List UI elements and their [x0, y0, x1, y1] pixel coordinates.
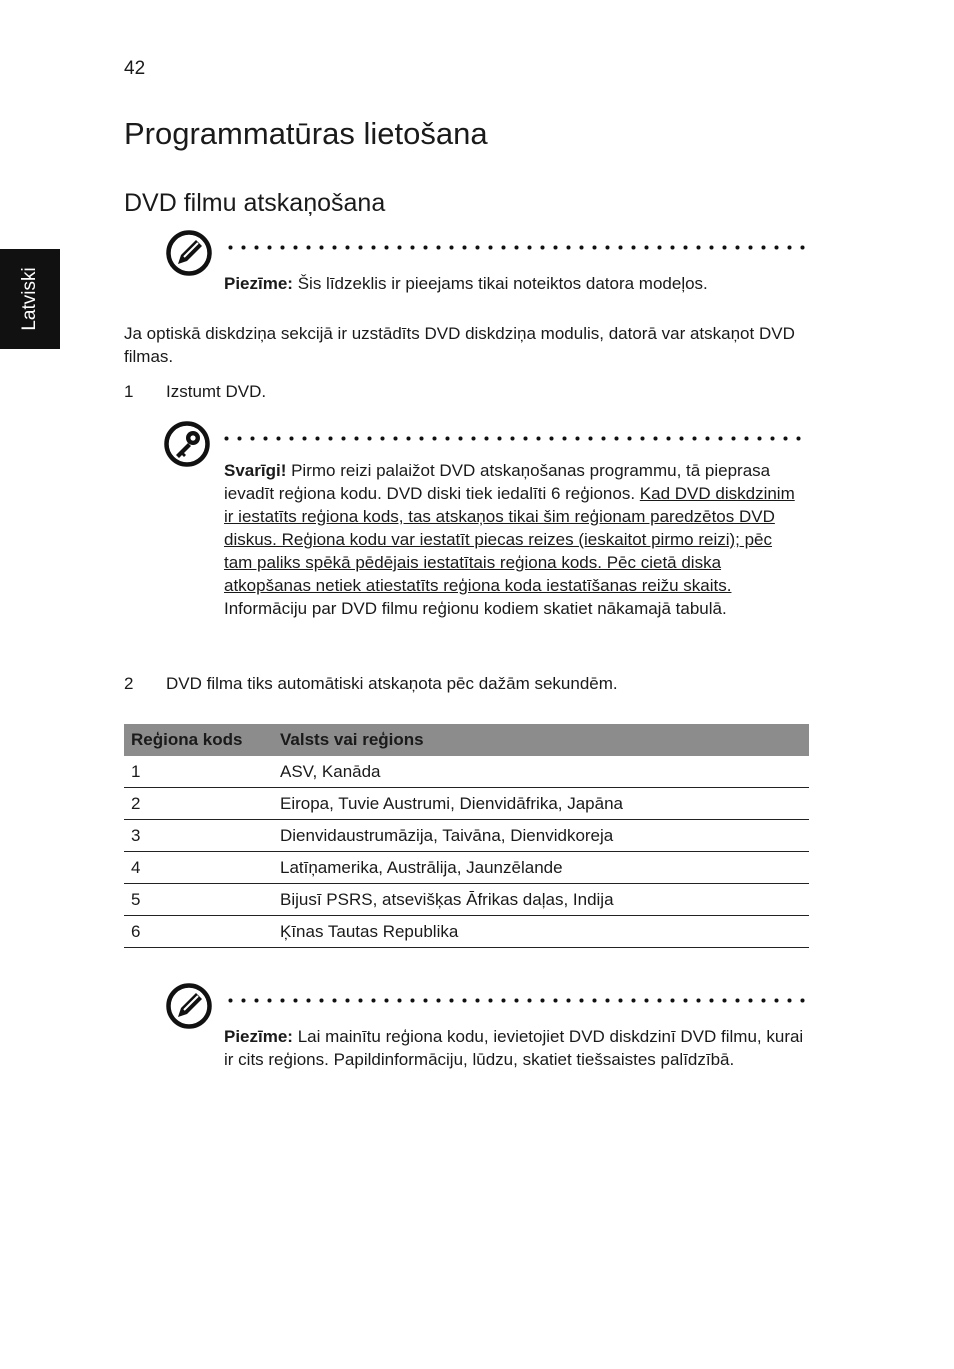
- region-code-cell: 1: [124, 756, 273, 788]
- table-row: [124, 788, 809, 820]
- region-code-cell: 4: [124, 852, 273, 884]
- section-title: DVD filmu atskaņošana: [124, 189, 386, 217]
- table-row: [124, 916, 809, 948]
- page-number: 42: [124, 58, 146, 79]
- region-code-table: [124, 724, 809, 948]
- table-row: [124, 756, 809, 788]
- important-underlined-text: Kad DVD diskdzinim ir iestatīts reģiona kods, tas atskaņos tikai šim reģionam paredzētos DVD diskus. Reģiona kodu var iestatīt piecas reizes (ieskaitot pirmo reizi); pēc tam paliks spēkā pēdējais iestatītais reģiona kods. Pēc cietā diska atkopšanas netiek atiestatīts reģiona koda iestatīšanas reižu skaits.: [224, 484, 795, 595]
- table-row: [124, 852, 809, 884]
- table-row: [124, 820, 809, 852]
- region-code-cell: 5: [124, 884, 273, 916]
- region-name-cell: Eiropa, Tuvie Austrumi, Dienvidāfrika, Japāna: [273, 788, 809, 820]
- important-text-2: Informāciju par DVD filmu reģionu kodiem skatiet nākamajā tabulā.: [224, 599, 727, 618]
- intro-paragraph: Ja optiskā diskdziņa sekcijā ir uzstādīts DVD diskdziņa modulis, datorā var atskaņot DVD filmas.: [124, 324, 795, 366]
- language-side-tab: [0, 249, 60, 349]
- note-label: Piezīme:: [224, 1027, 293, 1046]
- region-code-cell: 2: [124, 788, 273, 820]
- region-name-cell: Latīņamerika, Austrālija, Jaunzēlande: [273, 852, 809, 884]
- header-country-region: Valsts vai reģions: [273, 724, 809, 756]
- step-1-number: 1: [124, 382, 134, 401]
- page-title: Programmatūras lietošana: [124, 116, 488, 151]
- region-name-cell: Bijusī PSRS, atsevišķas Āfrikas daļas, Indija: [273, 884, 809, 916]
- table-header-row: [124, 724, 809, 756]
- step-1-text: Izstumt DVD.: [166, 382, 267, 401]
- header-region-code: Reģiona kods: [124, 724, 273, 756]
- note-divider: [224, 998, 812, 1003]
- table-row: [124, 884, 809, 916]
- note-label: Piezīme:: [224, 274, 293, 293]
- important-key-icon: [163, 420, 211, 468]
- note-1: [224, 272, 814, 295]
- language-label: Latviski: [19, 267, 40, 331]
- important-label: Svarīgi!: [224, 461, 287, 480]
- important-divider: [220, 436, 808, 441]
- important-text: Pirmo reizi palaižot DVD atskaņošanas programmu, tā pieprasa ievadīt reģiona kodu. DVD diski tiek iedalīti 6 reģionos.: [224, 461, 771, 503]
- note-pencil-icon: [165, 982, 213, 1030]
- important-note: [224, 459, 798, 620]
- region-code-cell: 3: [124, 820, 273, 852]
- note-2: [224, 1025, 804, 1071]
- note-text: Šis līdzeklis ir pieejams tikai noteiktos datora modeļos.: [292, 274, 708, 293]
- note-divider: [224, 245, 812, 250]
- note-pencil-icon: [165, 229, 213, 277]
- step-2-text: DVD filma tiks automātiski atskaņota pēc dažām sekundēm.: [166, 674, 618, 693]
- note-text: Lai mainītu reģiona kodu, ievietojiet DVD diskdzinī DVD filmu, kurai ir cits reģions. Papildinformāciju, lūdzu, skatiet tiešsaistes palīdzībā.: [224, 1027, 804, 1069]
- region-code-cell: 6: [124, 916, 273, 948]
- region-name-cell: Dienvidaustrumāzija, Taivāna, Dienvidkoreja: [273, 820, 809, 852]
- region-name-cell: ASV, Kanāda: [273, 756, 809, 788]
- step-2-number: 2: [124, 674, 134, 693]
- region-name-cell: Ķīnas Tautas Republika: [273, 916, 809, 948]
